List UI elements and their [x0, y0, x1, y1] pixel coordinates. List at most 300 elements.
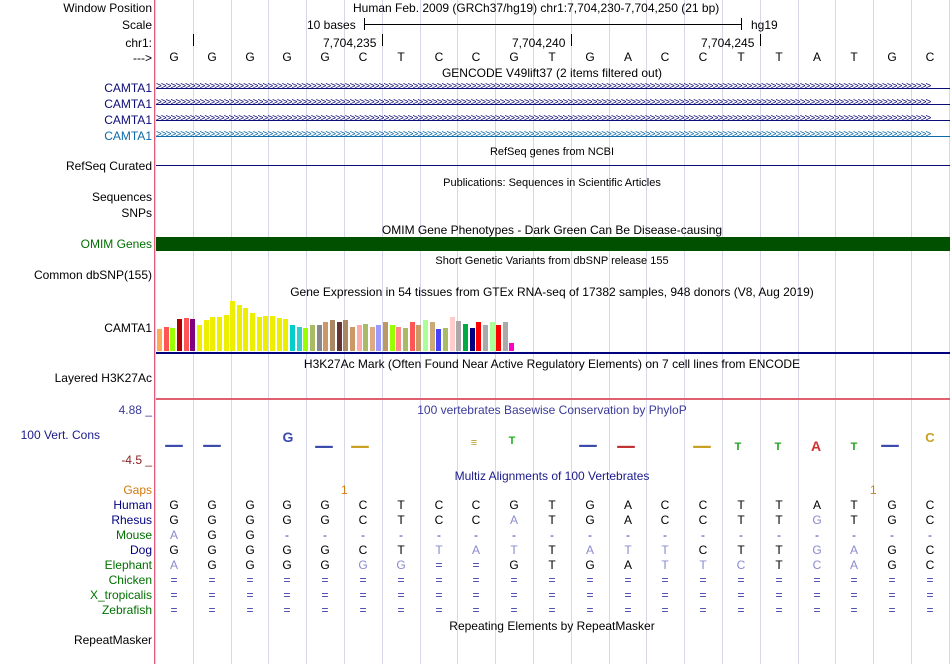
gtex-tissue-bar[interactable]	[483, 325, 488, 351]
gtex-tissue-bar[interactable]	[184, 318, 189, 351]
gtex-tissue-bar[interactable]	[350, 327, 355, 351]
alignment-base: C	[434, 513, 444, 527]
multiz-species-label[interactable]: Rhesus	[111, 513, 152, 527]
gtex-tissue-bar[interactable]	[217, 317, 222, 351]
scale-bar-tick-right	[741, 18, 742, 30]
alignment-base: =	[208, 588, 216, 602]
alignment-base: =	[548, 588, 556, 602]
alignment-base: =	[586, 573, 594, 587]
base-letter: T	[737, 50, 745, 64]
scale-bar-text: 10 bases	[307, 18, 356, 32]
alignment-base: C	[698, 543, 708, 557]
window-position-label: Window Position	[63, 1, 152, 15]
alignment-base: A	[471, 543, 480, 557]
gtex-tissue-bar[interactable]	[463, 324, 468, 351]
alignment-base: =	[283, 573, 291, 587]
alignment-base: T	[548, 513, 556, 527]
alignment-base: =	[661, 588, 669, 602]
alignment-base: C	[925, 558, 935, 572]
alignment-base: =	[548, 573, 556, 587]
gtex-tissue-bar[interactable]	[396, 327, 401, 351]
alignment-base: -	[399, 528, 403, 542]
alignment-base: -	[739, 528, 743, 542]
alignment-base: G	[245, 513, 255, 527]
gtex-tissue-bar[interactable]	[383, 322, 388, 351]
alignment-base: G	[282, 543, 292, 557]
alignment-base: =	[510, 573, 518, 587]
alignment-base: G	[509, 498, 519, 512]
alignment-base: =	[472, 558, 480, 572]
gtex-tissue-bar[interactable]	[177, 319, 182, 351]
base-letter: C	[698, 50, 708, 64]
alignment-base: -	[777, 528, 781, 542]
refseq-track-label[interactable]: RefSeq Curated	[65, 159, 152, 173]
alignment-base: =	[699, 573, 707, 587]
alignment-base: T	[435, 543, 443, 557]
multiz-species-label[interactable]: Dog	[129, 543, 152, 557]
alignment-base: T	[737, 498, 745, 512]
alignment-base: =	[775, 603, 783, 617]
alignment-base: G	[245, 528, 255, 542]
chrom-label: chr1:	[125, 36, 152, 50]
multiz-track-title[interactable]: Multiz Alignments of 100 Vertebrates	[454, 469, 650, 483]
position-tick	[193, 34, 194, 46]
alignment-base: -	[512, 528, 516, 542]
alignment-base: G	[207, 498, 217, 512]
alignment-base: G	[282, 498, 292, 512]
alignment-base: C	[660, 513, 670, 527]
gtex-tissue-bar[interactable]	[456, 321, 461, 351]
gtex-tissue-bar[interactable]	[390, 325, 395, 351]
gtex-tissue-bar[interactable]	[423, 320, 428, 351]
alignment-base: G	[320, 558, 330, 572]
base-letter: G	[245, 50, 255, 64]
base-letter: G	[887, 50, 897, 64]
strand-label: --->	[133, 51, 152, 65]
alignment-base: =	[926, 573, 934, 587]
omim-track-title[interactable]: OMIM Gene Phenotypes - Dark Green Can Be Disease-causing	[381, 223, 723, 237]
gtex-tissue-bar[interactable]	[430, 322, 435, 351]
alignment-base: G	[207, 528, 217, 542]
alignment-base: G	[509, 558, 519, 572]
alignment-base: =	[813, 603, 821, 617]
alignment-base: G	[358, 558, 368, 572]
alignment-base: A	[509, 513, 518, 527]
alignment-base: =	[321, 588, 329, 602]
browser-position-title[interactable]: Human Feb. 2009 (GRCh37/hg19) chr1:7,704,230-7,704,250 (21 bp)	[353, 1, 720, 15]
alignment-base: G	[169, 543, 179, 557]
gtex-tissue-bar[interactable]	[303, 328, 308, 351]
gtex-tissue-bar[interactable]	[323, 322, 328, 351]
alignment-base: =	[435, 573, 443, 587]
alignment-base: =	[510, 603, 518, 617]
multiz-species-label[interactable]: Chicken	[108, 573, 152, 587]
alignment-base: A	[623, 498, 632, 512]
alignment-base: =	[283, 588, 291, 602]
alignment-base: =	[699, 588, 707, 602]
alignment-base: =	[888, 603, 896, 617]
alignment-base: =	[850, 588, 858, 602]
base-letter: G	[585, 50, 595, 64]
alignment-base: =	[472, 573, 480, 587]
gencode-strand-arrows: >>>>>>>>>>>>>>>>>>>>>>>>>>>>>>>>>>>>>>>>>>>>>>>>>>>>>>>>>>>>>>>>>>>>>>>>>>>>>>>>>>>>>>>>>>>>>>>>>>>>>>>>>>>>>>>>>>>>>>>>>>>>>>>>>>>>>>>>>>>>>>>>>>>>>>>>>>>>>>>>	[156, 113, 931, 124]
alignment-base: C	[471, 498, 481, 512]
alignment-base: G	[169, 498, 179, 512]
alignment-base: =	[737, 588, 745, 602]
gap-mark: 1	[870, 483, 877, 497]
alignment-base: =	[737, 573, 745, 587]
position-label: 7,704,240	[512, 36, 566, 50]
alignment-base: =	[813, 588, 821, 602]
refseq-track-title[interactable]: RefSeq genes from NCBI	[489, 146, 615, 158]
alignment-base: A	[585, 543, 594, 557]
alignment-base: =	[435, 558, 443, 572]
h3k27ac-track-label[interactable]: Layered H3K27Ac	[54, 371, 152, 385]
base-letter: G	[320, 50, 330, 64]
base-letter: G	[207, 50, 217, 64]
gtex-tissue-bar[interactable]	[509, 343, 514, 351]
gtex-tissue-bar[interactable]	[376, 325, 381, 351]
alignment-base: =	[661, 573, 669, 587]
gtex-tissue-bar[interactable]	[250, 313, 255, 351]
base-letter: T	[775, 50, 783, 64]
alignment-base: =	[170, 588, 178, 602]
dbsnp-track-title[interactable]: Short Genetic Variants from dbSNP release 155	[435, 255, 669, 267]
alignment-base: =	[246, 603, 254, 617]
gtex-tissue-bar[interactable]	[370, 327, 375, 351]
base-letter: G	[509, 50, 519, 64]
gtex-tissue-bar[interactable]	[210, 317, 215, 351]
alignment-base: -	[588, 528, 592, 542]
alignment-base: T	[850, 513, 858, 527]
alignment-base: =	[775, 573, 783, 587]
base-letter: C	[925, 50, 935, 64]
multiz-species-label[interactable]: Mouse	[115, 528, 152, 542]
gencode-strand-arrows: >>>>>>>>>>>>>>>>>>>>>>>>>>>>>>>>>>>>>>>>>>>>>>>>>>>>>>>>>>>>>>>>>>>>>>>>>>>>>>>>>>>>>>>>>>>>>>>>>>>>>>>>>>>>>>>>>>>>>>>>>>>>>>>>>>>>>>>>>>>>>>>>>>>>>>>>>>>>>>>>	[156, 129, 931, 140]
alignment-base: =	[699, 603, 707, 617]
gtex-tissue-bar[interactable]	[363, 324, 368, 351]
gtex-tissue-bar[interactable]	[410, 322, 415, 351]
alignment-base: C	[925, 513, 935, 527]
gtex-tissue-bar[interactable]	[170, 328, 175, 351]
alignment-base: G	[585, 498, 595, 512]
alignment-base: -	[890, 528, 894, 542]
alignment-base: =	[283, 603, 291, 617]
multiz-species-label[interactable]: X_tropicalis	[89, 588, 152, 602]
alignment-base: A	[169, 558, 178, 572]
dbsnp-track-label[interactable]: Common dbSNP(155)	[33, 268, 152, 282]
alignment-base: T	[775, 543, 783, 557]
alignment-base: G	[245, 558, 255, 572]
alignment-base: =	[246, 573, 254, 587]
base-letter: T	[397, 50, 405, 64]
omim-gene-bar[interactable]	[156, 237, 950, 251]
position-label: 7,704,235	[323, 36, 377, 50]
gtex-tissue-bar[interactable]	[237, 305, 242, 351]
gtex-tissue-bar[interactable]	[243, 308, 248, 351]
alignment-base: T	[775, 558, 783, 572]
alignment-base: -	[474, 528, 478, 542]
alignment-base: C	[358, 513, 368, 527]
alignment-base: A	[849, 543, 858, 557]
alignment-base: G	[245, 543, 255, 557]
gtex-tissue-bar[interactable]	[224, 315, 229, 351]
gencode-track-title[interactable]: GENCODE V49lift37 (2 items filtered out)	[441, 66, 663, 80]
base-letter: A	[812, 50, 821, 64]
alignment-base: =	[926, 588, 934, 602]
gtex-tissue-bar[interactable]	[310, 325, 315, 351]
alignment-base: -	[663, 528, 667, 542]
alignment-base: =	[850, 573, 858, 587]
alignment-base: =	[850, 603, 858, 617]
alignment-base: G	[812, 513, 822, 527]
alignment-base: G	[320, 513, 330, 527]
alignment-base: G	[245, 498, 255, 512]
base-letter: C	[660, 50, 670, 64]
alignment-base: -	[550, 528, 554, 542]
repeatmasker-track-title[interactable]: Repeating Elements by RepeatMasker	[449, 619, 655, 633]
position-label: 7,704,245	[701, 36, 755, 50]
gtex-tissue-bar[interactable]	[337, 322, 342, 351]
base-letter: T	[548, 50, 556, 64]
gtex-tissue-bar[interactable]	[297, 327, 302, 351]
multiz-species-label[interactable]: Human	[113, 498, 152, 512]
alignment-base: C	[660, 498, 670, 512]
alignment-base: C	[434, 498, 444, 512]
alignment-base: =	[435, 588, 443, 602]
gtex-tissue-bar[interactable]	[204, 320, 209, 351]
refseq-gene-line[interactable]	[156, 165, 950, 166]
gtex-track-title[interactable]: Gene Expression in 54 tissues from GTEx RNA-seq of 17382 samples, 948 donors (V8, Aug 2019)	[290, 285, 814, 299]
gtex-tissue-bar[interactable]	[357, 325, 362, 351]
gaps-label[interactable]: Gaps	[123, 483, 152, 497]
repeatmasker-track-label[interactable]: RepeatMasker	[73, 633, 152, 647]
gtex-tissue-bar[interactable]	[270, 316, 275, 351]
alignment-base: =	[813, 573, 821, 587]
gap-mark: 1	[341, 483, 348, 497]
alignment-base: T	[397, 498, 405, 512]
alignment-base: A	[623, 558, 632, 572]
alignment-base: =	[359, 573, 367, 587]
assembly-label: hg19	[751, 18, 778, 32]
position-tick	[760, 34, 761, 46]
gtex-tissue-bar[interactable]	[436, 329, 441, 351]
alignment-base: T	[548, 558, 556, 572]
alignment-base: =	[208, 603, 216, 617]
alignment-base: =	[472, 603, 480, 617]
alignment-base: T	[737, 513, 745, 527]
base-letter: C	[434, 50, 444, 64]
base-letter: A	[623, 50, 632, 64]
scale-bar-tick-left	[364, 18, 365, 30]
alignment-base: G	[887, 543, 897, 557]
alignment-base: -	[437, 528, 441, 542]
alignment-base: =	[170, 603, 178, 617]
snps-track-label[interactable]: SNPs	[121, 206, 152, 220]
publications-track-title[interactable]: Publications: Sequences in Scientific Articles	[443, 177, 661, 189]
gtex-tissue-bar[interactable]	[470, 328, 475, 351]
alignment-base: C	[698, 513, 708, 527]
alignment-base: =	[548, 603, 556, 617]
gencode-gene-label[interactable]: CAMTA1	[104, 129, 152, 143]
scale-bar	[364, 24, 742, 25]
alignment-base: =	[397, 588, 405, 602]
alignment-base: T	[510, 543, 518, 557]
alignment-base: =	[170, 573, 178, 587]
gtex-tissue-bar[interactable]	[283, 319, 288, 351]
position-tick	[382, 34, 383, 46]
alignment-base: C	[925, 543, 935, 557]
base-letter: C	[358, 50, 368, 64]
alignment-base: =	[586, 588, 594, 602]
alignment-base: T	[397, 543, 405, 557]
alignment-base: C	[925, 498, 935, 512]
gtex-tissue-bar[interactable]	[164, 327, 169, 351]
base-letter: G	[169, 50, 179, 64]
alignment-base: =	[624, 588, 632, 602]
alignment-base: G	[320, 543, 330, 557]
gtex-tissue-bar[interactable]	[443, 328, 448, 351]
scale-label: Scale	[121, 18, 152, 32]
alignment-base: G	[396, 558, 406, 572]
gencode-gene-label[interactable]: CAMTA1	[104, 97, 152, 111]
alignment-base: G	[320, 498, 330, 512]
gtex-tissue-bar[interactable]	[230, 301, 235, 351]
gtex-track-label[interactable]: CAMTA1	[104, 321, 152, 335]
gtex-tissue-bar[interactable]	[197, 325, 202, 351]
gtex-tissue-bar[interactable]	[263, 316, 268, 351]
base-letter: C	[471, 50, 481, 64]
alignment-base: T	[699, 558, 707, 572]
base-letter: T	[850, 50, 858, 64]
sequences-track-label[interactable]: Sequences	[91, 190, 152, 204]
alignment-base: =	[359, 588, 367, 602]
phylop-track-label[interactable]: 100 Vert. Cons	[20, 428, 100, 442]
alignment-base: =	[510, 588, 518, 602]
gtex-tissue-bar[interactable]	[450, 317, 455, 351]
phylop-max-label: 4.88 _	[118, 403, 152, 417]
gtex-tissue-bar[interactable]	[157, 329, 162, 351]
phylop-min-label: -4.5 _	[121, 453, 152, 467]
alignment-base: T	[624, 543, 632, 557]
alignment-base: =	[208, 573, 216, 587]
alignment-base: T	[775, 498, 783, 512]
alignment-base: G	[282, 558, 292, 572]
position-tick	[571, 34, 572, 46]
alignment-base: =	[246, 588, 254, 602]
alignment-base: T	[775, 513, 783, 527]
alignment-base: =	[321, 603, 329, 617]
alignment-base: G	[585, 558, 595, 572]
gtex-tissue-bar[interactable]	[330, 320, 335, 351]
gtex-tissue-bar[interactable]	[403, 328, 408, 351]
alignment-base: -	[928, 528, 932, 542]
alignment-base: =	[775, 588, 783, 602]
gtex-tissue-bar[interactable]	[190, 319, 195, 351]
alignment-base: -	[626, 528, 630, 542]
alignment-base: T	[397, 513, 405, 527]
alignment-base: T	[850, 498, 858, 512]
alignment-base: C	[358, 498, 368, 512]
alignment-base: G	[887, 558, 897, 572]
alignment-base: =	[737, 603, 745, 617]
gtex-tissue-bar[interactable]	[317, 325, 322, 351]
alignment-base: =	[888, 573, 896, 587]
alignment-base: G	[585, 513, 595, 527]
gtex-tissue-bar[interactable]	[496, 325, 501, 351]
phylop-track-title[interactable]: 100 vertebrates Basewise Conservation by PhyloP	[417, 403, 687, 417]
gtex-tissue-bar[interactable]	[277, 318, 282, 351]
genome-browser-image[interactable]: Window Position Human Feb. 2009 (GRCh37/hg19) chr1:7,704,230-7,704,250 (21 bp) Scale 10 bases hg19 chr1: 7,704,235 7,704,240 7,704,245 ---> G G G G G C T C C G T G A C C T T A T G C GENCODE V49lift37 (2 items filtered out) CAMTA1 >>>>>>>>>>>>>>>>>>>>>>>>>>>>>>>>>>>>>>>>>>>>>>>>>>>>>>>>>>>>>>>>>>>>>>>>>>>>>>>>>>>>>>>>>>>>>>>>>>>>>>>>>>>>>>>>>>>>>>>>>>>>>>>>>>>>>>>>>>>>>>>>>>>>>>>>>>>>>>>> CAMTA1 >>>>>>>>>>>>>>>>>>>>>>>>>>>>>>>>>>>>>>>>>>>>>>>>>>>>>>>>>>>>>>>>>>>>>>>>>>>>>>>>>>>>>>>>>>>>>>>>>>>>>>>>>>>>>>>>>>>>>>>>>>>>>>>>>>>>>>>>>>>>>>>>>>>>>>>>>>>>>>>> CAMTA1 >>>>>>>>>>>>>>>>>>>>>>>>>>>>>>>>>>>>>>>>>>>>>>>>>>>>>>>>>>>>>>>>>>>>>>>>>>>>>>>>>>>>>>>>>>>>>>>>>>>>>>>>>>>>>>>>>>>>>>>>>>>>>>>>>>>>>>>>>>>>>>>>>>>>>>>>>>>>>>>> CAMTA1 >>>>>>>>>>>>>>>>>>>>>>>>>>>>>>>>>>>>>>>>>>>>>>>>>>>>>>>>>>>>>>>>>>>>>>>>>>>>>>>>>>>>>>>>>>>>>>>>>>>>>>>>>>>>>>>>>>>>>>>>>>>>>>>>>>>>>>>>>>>>>>>>>>>>>>>>>>>>>>>> RefSeq Curated RefSeq genes from NCBI Publications: Sequences in Scientific Articles Sequences SNPs OMIM Gene Phenotypes - Dark Green Can Be Disease-causing OMIM Genes Short Genetic Variants from dbSNP release 155 Common dbSNP(155) Gene Expression in 54 tissues from GTEx RNA-seq of 17382 samples, 948 donors (V8, Aug 2019) CAMTA1 H3K27Ac Mark (Often Found Near Active Regulatory Elements) on 7 cell lines from ENCODE Layered H3K27Ac 4.88 _ 100 vertebrates Basewise Conservation by PhyloP 100 Vert. Cons -4.5 _ ▁▁ ▁▁ G ▁▁ ▁▁ ≡ T ▁▁ ▁▁ ▁▁ T T A T ▁▁ C Multiz Alignments of 100 Vertebrates Gaps 1 1 Human G G G G G C T C C G T G A C C T T A T G C Rhesus G G G G G C T C C A T G A C C T T G T G C Mouse A G G - - - - - - - - - - - - - - - - - - Dog G G G G G C T T A T T A T T C T T G A G C Elephant A G G G G G G = = G T G A T T C T C A G C Chicken = = = = = = = = = = = = = = = = = = = = = X_tropicalis = = = = = = = = = = = = = = = = = = = = = Zebrafish = = = = = = = = = = = = = = = = = = = = = Repeating Elements by RepeatMasker RepeatMasker	[0, 0, 950, 664]
gtex-tissue-bar[interactable]	[490, 322, 495, 351]
gencode-gene-label[interactable]: CAMTA1	[104, 113, 152, 127]
gtex-baseline	[156, 352, 950, 354]
alignment-base: G	[887, 513, 897, 527]
alignment-base: A	[812, 498, 821, 512]
alignment-base: G	[169, 513, 179, 527]
alignment-base: =	[397, 573, 405, 587]
alignment-base: G	[282, 513, 292, 527]
gencode-strand-arrows: >>>>>>>>>>>>>>>>>>>>>>>>>>>>>>>>>>>>>>>>>>>>>>>>>>>>>>>>>>>>>>>>>>>>>>>>>>>>>>>>>>>>>>>>>>>>>>>>>>>>>>>>>>>>>>>>>>>>>>>>>>>>>>>>>>>>>>>>>>>>>>>>>>>>>>>>>>>>>>>>	[156, 81, 931, 92]
alignment-base: =	[661, 603, 669, 617]
multiz-species-label[interactable]: Zebrafish	[101, 603, 152, 617]
alignment-base: G	[207, 513, 217, 527]
alignment-base: T	[548, 543, 556, 557]
alignment-base: =	[888, 588, 896, 602]
alignment-base: -	[852, 528, 856, 542]
omim-track-label[interactable]: OMIM Genes	[80, 237, 152, 251]
alignment-base: T	[548, 498, 556, 512]
alignment-base: G	[207, 558, 217, 572]
h3k27ac-track-title[interactable]: H3K27Ac Mark (Often Found Near Active Regulatory Elements) on 7 cell lines from ENCODE	[303, 357, 801, 371]
gtex-tissue-bar[interactable]	[476, 322, 481, 351]
gtex-tissue-bar[interactable]	[416, 325, 421, 351]
alignment-base: G	[887, 498, 897, 512]
alignment-base: A	[623, 513, 632, 527]
alignment-base: C	[812, 558, 822, 572]
alignment-base: C	[471, 513, 481, 527]
alignment-base: =	[624, 603, 632, 617]
alignment-base: C	[736, 558, 746, 572]
alignment-base: C	[358, 543, 368, 557]
gencode-strand-arrows: >>>>>>>>>>>>>>>>>>>>>>>>>>>>>>>>>>>>>>>>>>>>>>>>>>>>>>>>>>>>>>>>>>>>>>>>>>>>>>>>>>>>>>>>>>>>>>>>>>>>>>>>>>>>>>>>>>>>>>>>>>>>>>>>>>>>>>>>>>>>>>>>>>>>>>>>>>>>>>>>	[156, 97, 931, 108]
gtex-tissue-bar[interactable]	[503, 322, 508, 351]
alignment-base: -	[323, 528, 327, 542]
alignment-base: -	[815, 528, 819, 542]
multiz-species-label[interactable]: Elephant	[104, 558, 152, 572]
alignment-base: -	[701, 528, 705, 542]
alignment-base: -	[361, 528, 365, 542]
alignment-base: T	[661, 558, 669, 572]
h3k27ac-signal-line	[156, 398, 950, 400]
alignment-base: T	[661, 543, 669, 557]
gencode-gene-label[interactable]: CAMTA1	[104, 81, 152, 95]
alignment-base: =	[397, 603, 405, 617]
gtex-tissue-bar[interactable]	[290, 325, 295, 351]
alignment-base: =	[472, 588, 480, 602]
gtex-tissue-bar[interactable]	[343, 320, 348, 351]
alignment-base: G	[207, 543, 217, 557]
alignment-base: =	[359, 603, 367, 617]
alignment-base: G	[812, 543, 822, 557]
alignment-base: C	[698, 498, 708, 512]
base-letter: G	[282, 50, 292, 64]
alignment-base: =	[435, 603, 443, 617]
gtex-tissue-bar[interactable]	[257, 317, 262, 351]
alignment-base: -	[285, 528, 289, 542]
alignment-base: T	[737, 543, 745, 557]
alignment-base: A	[169, 528, 178, 542]
